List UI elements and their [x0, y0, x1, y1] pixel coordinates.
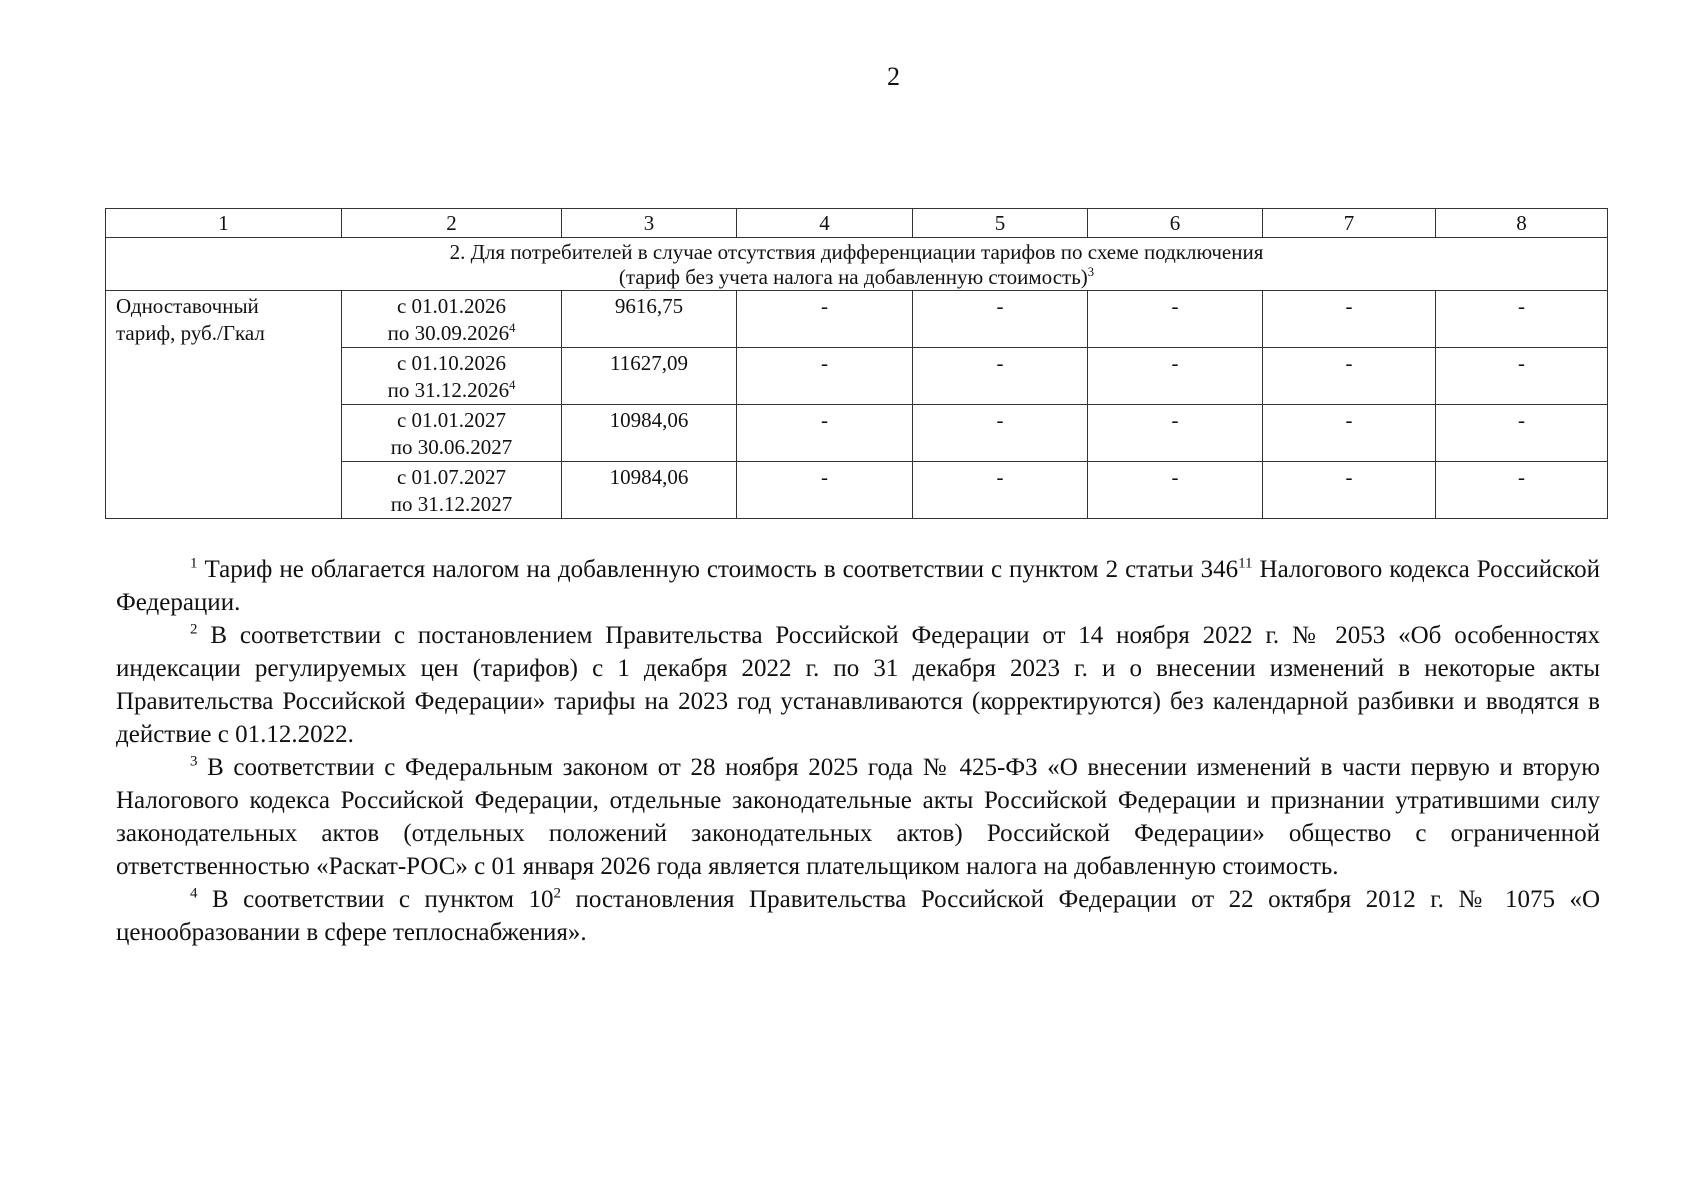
- column-number: 8: [1436, 209, 1608, 238]
- empty-value: -: [1436, 462, 1608, 519]
- empty-value: -: [1088, 291, 1263, 348]
- column-number-row: [106, 209, 1608, 238]
- empty-value: -: [1263, 291, 1436, 348]
- period-cell: [342, 291, 562, 348]
- tariff-name-line: тариф, руб./Гкал: [116, 321, 265, 345]
- tariff-value: 11627,09: [562, 348, 737, 405]
- footnote-ref: 3: [1087, 265, 1095, 279]
- empty-value: -: [913, 462, 1088, 519]
- column-number: 3: [562, 209, 737, 238]
- page-number: 2: [887, 62, 900, 91]
- footnote-ref: 4: [509, 321, 516, 335]
- column-number: 7: [1263, 209, 1436, 238]
- empty-value: -: [1088, 462, 1263, 519]
- period-from: с 01.07.2027: [396, 465, 507, 489]
- footnote-text: Налогового кодекса Российской Федерации.: [116, 556, 1600, 616]
- column-number: 6: [1088, 209, 1263, 238]
- section-row: [106, 238, 1608, 291]
- empty-value: -: [1088, 348, 1263, 405]
- empty-value: -: [737, 405, 913, 462]
- empty-value: -: [1263, 405, 1436, 462]
- tariff-table: [105, 208, 1608, 519]
- period-to-text: по 31.12.2026: [387, 378, 510, 402]
- period-to-text: по 30.06.2027: [390, 435, 513, 459]
- tariff-value: 10984,06: [562, 462, 737, 519]
- footnote-2: [116, 619, 1600, 751]
- period-to: [342, 434, 561, 461]
- column-number: 1: [106, 209, 342, 238]
- period-from: с 01.10.2026: [396, 351, 507, 375]
- period-to: [342, 320, 561, 347]
- period-from: с 01.01.2027: [396, 408, 507, 432]
- footnotes: [116, 553, 1600, 949]
- footnote-mark: 2: [190, 621, 198, 638]
- empty-value: -: [913, 405, 1088, 462]
- footnote-text: Тариф не облагается налогом на добавленную стоимость в соответствии с пунктом 2 статьи 346: [197, 556, 1239, 583]
- period-cell: [342, 348, 562, 405]
- empty-value: -: [1436, 405, 1608, 462]
- section-heading-note-text: (тариф без учета налога на добавленную стоимость): [618, 265, 1088, 289]
- period-from: с 01.01.2026: [396, 294, 507, 318]
- section-heading-line: 2. Для потребителей в случае отсутствия дифференциации тарифов по схеме подключения: [449, 240, 1264, 264]
- tariff-name-line: Одноставочный: [116, 294, 259, 318]
- footnote-4: [116, 883, 1600, 949]
- empty-value: -: [1263, 348, 1436, 405]
- column-number: 4: [737, 209, 913, 238]
- period-cell: [342, 462, 562, 519]
- footnote-ref: 4: [509, 378, 516, 392]
- empty-value: -: [913, 291, 1088, 348]
- tariff-name: [106, 291, 342, 519]
- empty-value: -: [737, 348, 913, 405]
- column-number: 2: [342, 209, 562, 238]
- footnote-mark: 3: [190, 753, 198, 770]
- empty-value: -: [737, 291, 913, 348]
- period-cell: [342, 405, 562, 462]
- footnote-1: [116, 553, 1600, 619]
- clause-superscript: 2: [553, 885, 561, 902]
- period-to-text: по 30.09.2026: [387, 321, 510, 345]
- section-heading-note: [106, 265, 1607, 290]
- period-to: [342, 377, 561, 404]
- table-row: [106, 291, 1608, 348]
- footnote-text: постановления Правительства Российской Федерации от 22 октября 2012 г. № 1075 «О ценообразовании в сфере теплоснабжения».: [116, 886, 1601, 946]
- period-to-text: по 31.12.2027: [390, 492, 513, 516]
- footnote-3: [116, 751, 1600, 883]
- period-to: [342, 491, 561, 518]
- footnote-text: В соответствии с постановлением Правительства Российской Федерации от 14 ноября 2022 г. № 2053 «Об особенностях индексации регулируемых цен (тарифов) с 1 декабря 2022 г. по 31 декабря 2023 г. и о внесении изменений в некоторые акты Правительства Российской Федерации» тарифы на 2023 год устанавливаются (корректируются) без календарной разбивки и вводятся в действие с 01.12.2022.: [116, 622, 1600, 748]
- empty-value: -: [1436, 291, 1608, 348]
- tariff-value: 9616,75: [562, 291, 737, 348]
- empty-value: -: [1436, 348, 1608, 405]
- empty-value: -: [1263, 462, 1436, 519]
- tariff-value: 10984,06: [562, 405, 737, 462]
- empty-value: -: [737, 462, 913, 519]
- column-number: 5: [913, 209, 1088, 238]
- empty-value: -: [1088, 405, 1263, 462]
- footnote-mark: 1: [190, 555, 198, 572]
- footnote-text: В соответствии с Федеральным законом от 28 ноября 2025 года № 425-ФЗ «О внесении изменений в части первую и вторую Налогового кодекса Российской Федерации, отдельные законодательные акты Российской Федерации и признании утратившими силу законодательных актов (отдельных положений законодательных актов) Российской Федерации» общество с ограниченной ответственностью «Раскат-РОС» с 01 января 2026 года является плательщиком налога на добавленную стоимость.: [116, 754, 1600, 880]
- article-superscript: 11: [1238, 555, 1253, 572]
- empty-value: -: [913, 348, 1088, 405]
- section-heading: [106, 238, 1608, 291]
- footnote-mark: 4: [190, 885, 198, 902]
- footnote-text: В соответствии с пунктом 10: [197, 886, 554, 913]
